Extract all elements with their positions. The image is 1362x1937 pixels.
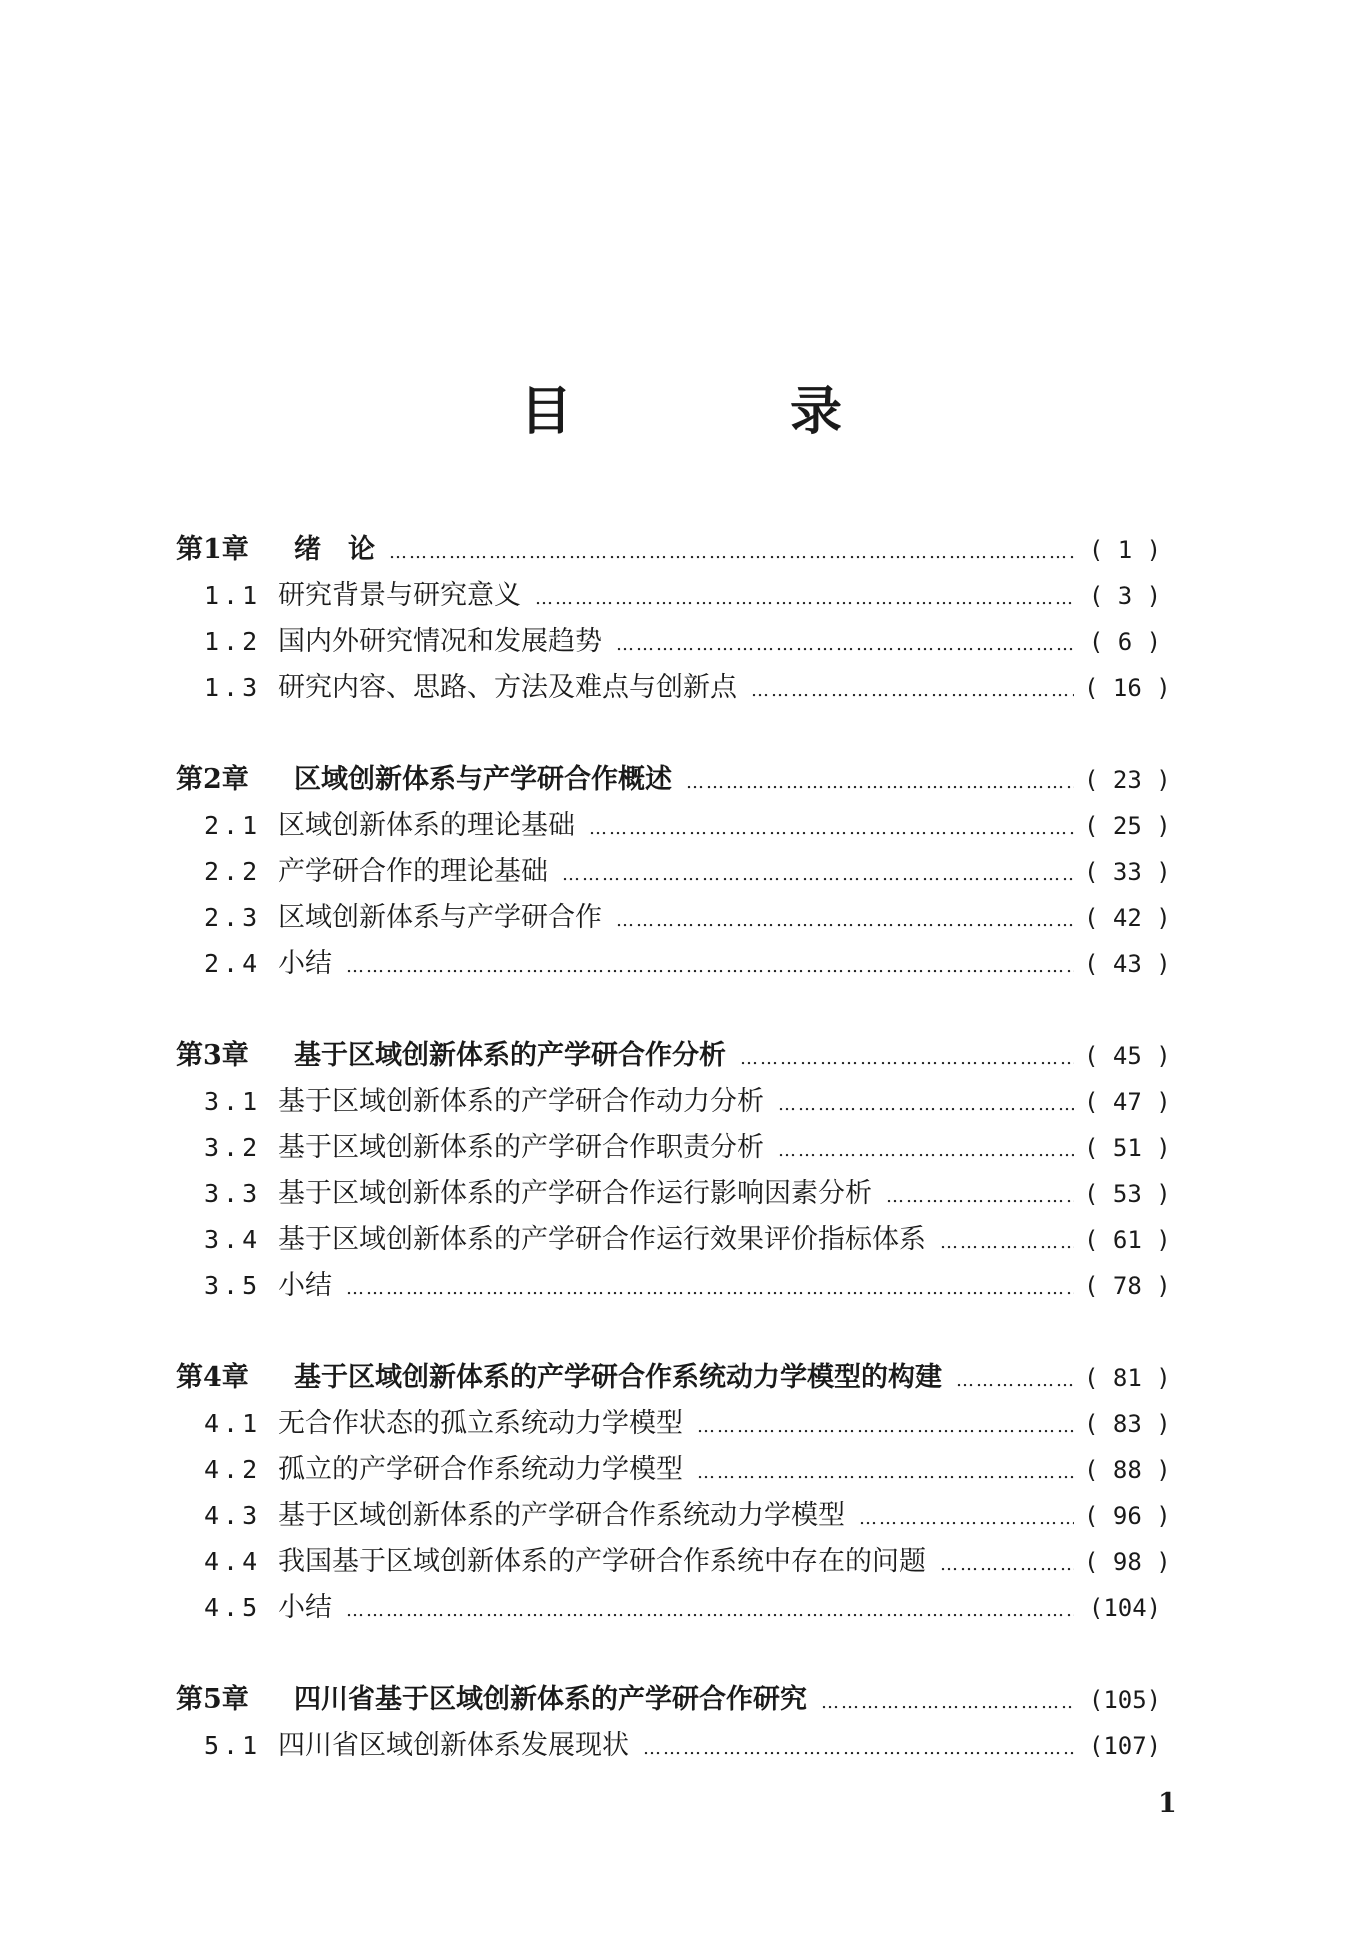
page-reference: ( 1 ) <box>1088 536 1162 564</box>
page-reference: ( 33 ) <box>1084 858 1171 886</box>
dot-leader <box>643 1726 1074 1772</box>
chapter-number: 第3章 <box>176 1040 249 1071</box>
toc-chapter-entry[interactable] <box>176 1033 1171 1079</box>
page-reference: ( 45 ) <box>1084 1042 1171 1070</box>
table-of-contents <box>176 527 1171 1815</box>
toc-title: 目 录 <box>519 381 943 442</box>
dot-leader <box>940 1542 1074 1588</box>
page-reference: ( 23 ) <box>1084 766 1171 794</box>
dot-leader <box>956 1358 1074 1404</box>
section-title: 区域创新体系与产学研合作 <box>278 902 602 933</box>
chapter-number: 第2章 <box>176 764 249 795</box>
toc-section-entry[interactable] <box>176 1217 1171 1263</box>
chapter-2 <box>176 757 1171 987</box>
chapter-1 <box>176 527 1171 711</box>
section-number: 4.5 <box>204 1593 262 1622</box>
section-number: 2.2 <box>204 857 262 886</box>
dot-leader <box>859 1496 1074 1542</box>
section-number: 3.3 <box>204 1179 262 1208</box>
section-number: 4.2 <box>204 1455 262 1484</box>
toc-section-entry[interactable] <box>176 619 1166 665</box>
page-reference: ( 61 ) <box>1084 1226 1171 1254</box>
section-number: 2.1 <box>204 811 262 840</box>
section-number: 3.2 <box>204 1133 262 1162</box>
section-title: 国内外研究情况和发展趋势 <box>278 626 602 657</box>
chapter-number: 第5章 <box>176 1684 249 1715</box>
section-number: 2.4 <box>204 949 262 978</box>
page-reference: (107) <box>1088 1732 1162 1760</box>
section-number: 2.3 <box>204 903 262 932</box>
page-reference: ( 6 ) <box>1088 628 1162 656</box>
chapter-number: 第1章 <box>176 534 249 565</box>
chapter-number: 第4章 <box>176 1362 249 1393</box>
toc-chapter-entry[interactable] <box>176 1677 1166 1723</box>
dot-leader <box>886 1174 1074 1220</box>
section-title: 四川省区域创新体系发展现状 <box>278 1730 629 1761</box>
dot-leader <box>346 1266 1074 1312</box>
section-number: 4.3 <box>204 1501 262 1530</box>
section-title: 基于区域创新体系的产学研合作系统动力学模型 <box>278 1500 845 1531</box>
chapter-title: 基于区域创新体系的产学研合作分析 <box>294 1040 726 1071</box>
section-title: 基于区域创新体系的产学研合作运行影响因素分析 <box>278 1178 872 1209</box>
toc-section-entry[interactable] <box>176 1079 1171 1125</box>
dot-leader <box>751 668 1074 714</box>
dot-leader <box>697 1450 1074 1496</box>
page-reference: ( 83 ) <box>1084 1410 1171 1438</box>
page-reference: ( 81 ) <box>1084 1364 1171 1392</box>
section-number: 4.1 <box>204 1409 262 1438</box>
toc-section-entry[interactable] <box>176 1171 1171 1217</box>
toc-section-entry[interactable] <box>176 803 1171 849</box>
page-reference: ( 3 ) <box>1088 582 1162 610</box>
toc-section-entry[interactable] <box>176 1723 1166 1769</box>
section-number: 4.4 <box>204 1547 262 1576</box>
toc-section-entry[interactable] <box>176 1125 1171 1171</box>
dot-leader <box>562 852 1074 898</box>
chapter-title: 基于区域创新体系的产学研合作系统动力学模型的构建 <box>294 1362 942 1393</box>
section-title: 小结 <box>278 1270 332 1301</box>
section-number: 1.2 <box>204 627 262 656</box>
toc-section-entry[interactable] <box>176 1585 1166 1631</box>
section-number: 3.1 <box>204 1087 262 1116</box>
dot-leader <box>821 1680 1074 1726</box>
toc-chapter-entry[interactable] <box>176 527 1166 573</box>
toc-chapter-entry[interactable] <box>176 757 1171 803</box>
chapter-3 <box>176 1033 1171 1309</box>
toc-section-entry[interactable] <box>176 941 1171 987</box>
toc-section-entry[interactable] <box>176 573 1166 619</box>
dot-leader <box>346 1588 1074 1634</box>
section-title: 基于区域创新体系的产学研合作职责分析 <box>278 1132 764 1163</box>
section-title: 基于区域创新体系的产学研合作运行效果评价指标体系 <box>278 1224 926 1255</box>
toc-section-entry[interactable] <box>176 1539 1171 1585</box>
page-reference: ( 98 ) <box>1084 1548 1171 1576</box>
chapter-5 <box>176 1677 1166 1769</box>
section-title: 基于区域创新体系的产学研合作动力分析 <box>278 1086 764 1117</box>
section-title: 研究内容、思路、方法及难点与创新点 <box>278 672 737 703</box>
page-reference: ( 53 ) <box>1084 1180 1171 1208</box>
page-number: 1 <box>1158 1788 1177 1819</box>
page-reference: (105) <box>1088 1686 1162 1714</box>
dot-leader <box>740 1036 1074 1082</box>
section-number: 3.4 <box>204 1225 262 1254</box>
section-number: 5.1 <box>204 1731 262 1760</box>
section-number: 3.5 <box>204 1271 262 1300</box>
toc-section-entry[interactable] <box>176 665 1171 711</box>
section-title: 区域创新体系的理论基础 <box>278 810 575 841</box>
page-reference: ( 51 ) <box>1084 1134 1171 1162</box>
dot-leader <box>778 1128 1074 1174</box>
section-number: 1.1 <box>204 581 262 610</box>
section-title: 小结 <box>278 1592 332 1623</box>
toc-section-entry[interactable] <box>176 895 1171 941</box>
dot-leader <box>778 1082 1074 1128</box>
page-reference: ( 47 ) <box>1084 1088 1171 1116</box>
section-title: 研究背景与研究意义 <box>278 580 521 611</box>
toc-chapter-entry[interactable] <box>176 1355 1171 1401</box>
dot-leader <box>535 576 1074 622</box>
dot-leader <box>346 944 1074 990</box>
section-title: 产学研合作的理论基础 <box>278 856 548 887</box>
toc-section-entry[interactable] <box>176 1493 1171 1539</box>
page-reference: ( 42 ) <box>1084 904 1171 932</box>
chapter-title: 四川省基于区域创新体系的产学研合作研究 <box>294 1684 807 1715</box>
page-reference: ( 96 ) <box>1084 1502 1171 1530</box>
section-title: 我国基于区域创新体系的产学研合作系统中存在的问题 <box>278 1546 926 1577</box>
dot-leader <box>616 622 1074 668</box>
page-reference: ( 88 ) <box>1084 1456 1171 1484</box>
section-title: 小结 <box>278 948 332 979</box>
page-reference: ( 25 ) <box>1084 812 1171 840</box>
toc-section-entry[interactable] <box>176 1401 1171 1447</box>
section-title: 孤立的产学研合作系统动力学模型 <box>278 1454 683 1485</box>
page-reference: (104) <box>1088 1594 1162 1622</box>
chapter-4 <box>176 1355 1171 1631</box>
dot-leader <box>616 898 1074 944</box>
page-reference: ( 43 ) <box>1084 950 1171 978</box>
dot-leader <box>589 806 1074 852</box>
chapter-title: 绪 论 <box>294 534 375 565</box>
toc-section-entry[interactable] <box>176 849 1171 895</box>
chapter-title: 区域创新体系与产学研合作概述 <box>294 764 672 795</box>
page-reference: ( 78 ) <box>1084 1272 1171 1300</box>
toc-section-entry[interactable] <box>176 1447 1171 1493</box>
dot-leader <box>686 760 1074 806</box>
dot-leader <box>697 1404 1074 1450</box>
dot-leader <box>389 530 1074 576</box>
page-reference: ( 16 ) <box>1084 674 1171 702</box>
section-title: 无合作状态的孤立系统动力学模型 <box>278 1408 683 1439</box>
dot-leader <box>940 1220 1074 1266</box>
toc-section-entry[interactable] <box>176 1263 1171 1309</box>
section-number: 1.3 <box>204 673 262 702</box>
